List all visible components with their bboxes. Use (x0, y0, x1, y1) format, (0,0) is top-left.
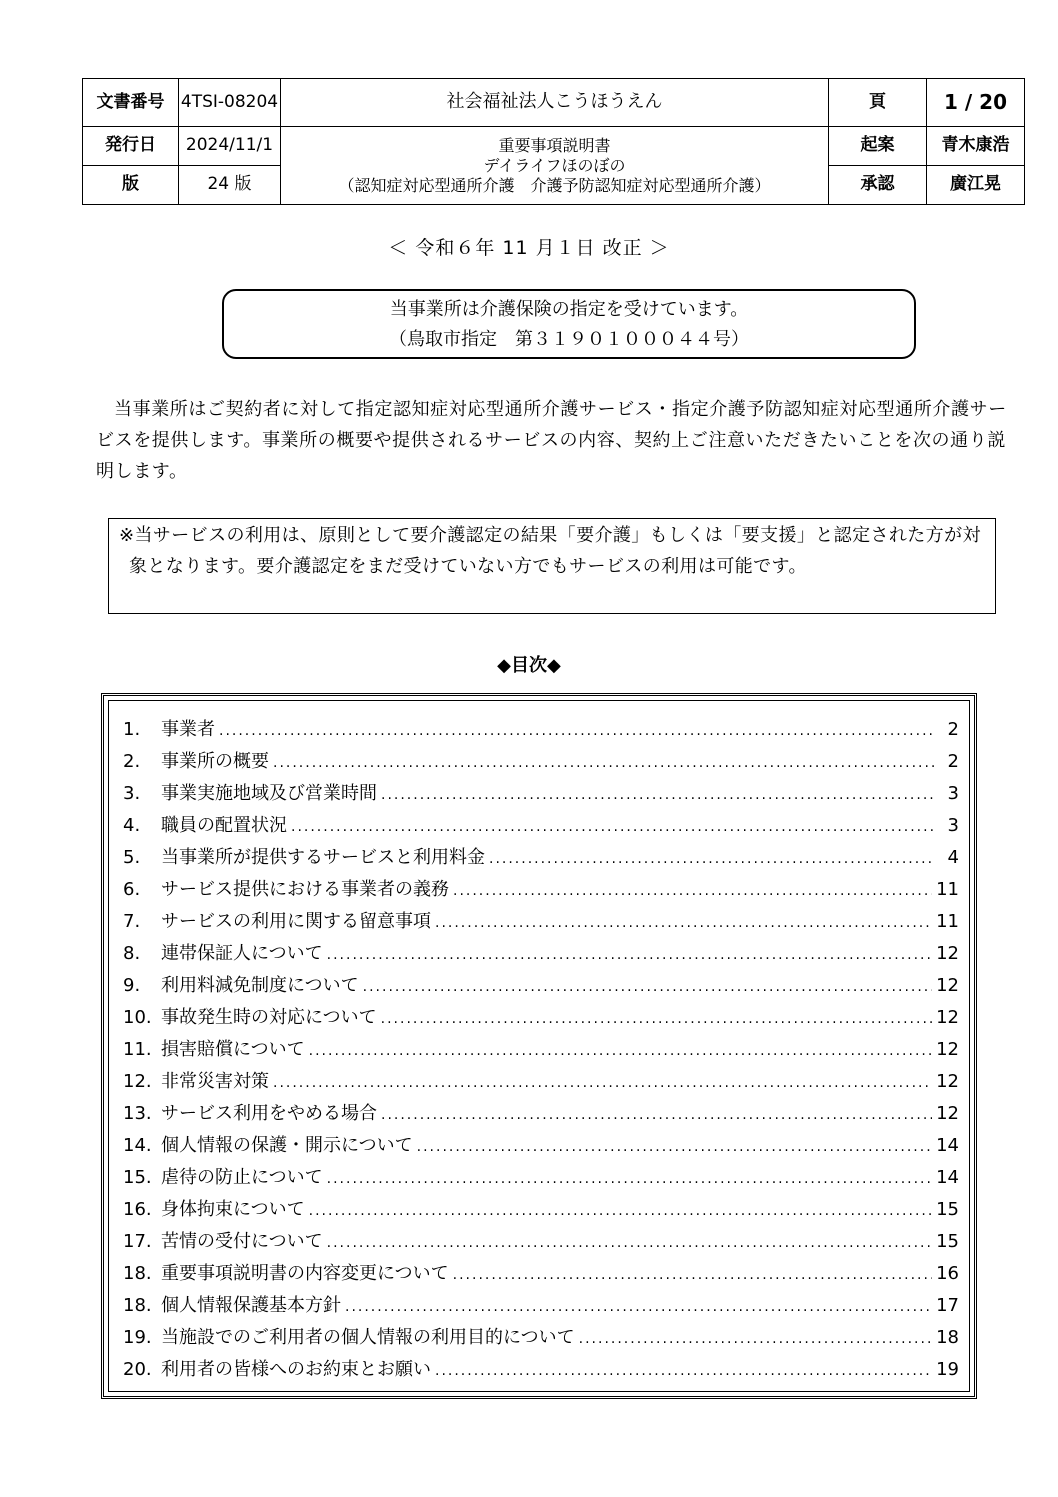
version-number: 24 版 (179, 166, 281, 205)
toc-item (123, 1035, 959, 1067)
toc-item (123, 1323, 959, 1355)
document-title-line3: （認知症対応型通所介護 介護予防認知症対応型通所介護） (338, 175, 771, 195)
toc-item (123, 907, 959, 939)
toc-item-page: 19 (936, 1359, 959, 1380)
designation-line2: （鳥取市指定 第３１９０１０００４４号） (389, 329, 749, 350)
doc-number-label: 文書番号 (83, 79, 179, 127)
toc-item-leader (219, 723, 935, 739)
toc-item-leader (273, 755, 935, 771)
toc-item-leader (417, 1139, 932, 1155)
page-label: 頁 (829, 79, 927, 127)
revision-date: ＜ 令和６年 11 月１日 改正 ＞ (388, 237, 670, 259)
toc-item-label: 事業者 (161, 719, 215, 740)
toc-item-leader (453, 1267, 932, 1283)
toc-list (123, 715, 959, 1387)
toc-item-leader (363, 979, 932, 995)
toc-item-leader (327, 947, 932, 963)
toc-item (123, 1099, 959, 1131)
toc-item-label: 損害賠償について (161, 1039, 305, 1060)
toc-item (123, 875, 959, 907)
toc-item-number: 3. (123, 783, 141, 804)
version-label: 版 (83, 166, 179, 205)
toc-item-number: 20. (123, 1359, 152, 1380)
toc-item-label: 当施設でのご利用者の個人情報の利用目的について (161, 1327, 575, 1348)
toc-item-leader (327, 1171, 932, 1187)
toc-item-page: 12 (936, 1071, 959, 1092)
toc-item-page: 12 (936, 1103, 959, 1124)
toc-item (123, 939, 959, 971)
toc-item-page: 2 (947, 719, 959, 740)
toc-item-page: 14 (936, 1167, 959, 1188)
document-title-line2: デイライフほのぼの (483, 155, 626, 175)
toc-item-page: 14 (936, 1135, 959, 1156)
toc-item-page: 18 (936, 1327, 959, 1348)
toc-item-label: 利用料減免制度について (161, 975, 359, 996)
toc-item-leader (273, 1075, 932, 1091)
toc-item-label: 個人情報の保護・開示について (161, 1135, 413, 1156)
organization-name: 社会福祉法人こうほうえん (281, 79, 829, 127)
toc-item-label: 職員の配置状況 (161, 815, 287, 836)
toc-item (123, 747, 959, 779)
toc-item (123, 1195, 959, 1227)
doc-number: 4TSI-08204 (179, 79, 281, 127)
toc-item-leader (381, 787, 935, 803)
toc-item (123, 971, 959, 1003)
toc-item-leader (489, 851, 935, 867)
toc-item-number: 8. (123, 943, 141, 964)
toc-item-label: サービスの利用に関する留意事項 (161, 911, 431, 932)
toc-item-number: 11. (123, 1039, 152, 1060)
toc-item (123, 1003, 959, 1035)
toc-item (123, 1163, 959, 1195)
toc-item (123, 779, 959, 811)
toc-item-number: 9. (123, 975, 141, 996)
toc-item-page: 11 (936, 879, 959, 900)
toc-item-leader (291, 819, 935, 835)
toc-item-label: 苦情の受付について (161, 1231, 323, 1252)
approver-label: 承認 (829, 166, 927, 205)
toc-item-label: 事業実施地域及び営業時間 (161, 783, 377, 804)
toc-item-label: 個人情報保護基本方針 (161, 1295, 341, 1316)
toc-item-label: 非常災害対策 (161, 1071, 269, 1092)
designation-line1: 当事業所は介護保険の指定を受けています。 (389, 299, 749, 320)
issue-date-label: 発行日 (83, 127, 179, 166)
toc-item-page: 12 (936, 1007, 959, 1028)
toc-item-number: 4. (123, 815, 141, 836)
toc-item-leader (345, 1299, 932, 1315)
intro-paragraph: 当事業所はご契約者に対して指定認知症対応型通所介護サービス・指定介護予防認知症対応型通所介護サービスを提供します。事業所の概要や提供されるサービスの内容、契約上ご注意いただきたいことを次の通り説明します。 (96, 399, 1007, 482)
toc-item-leader (579, 1331, 932, 1347)
page-number: 1 / 20 (927, 79, 1025, 127)
toc-item-number: 19. (123, 1327, 152, 1348)
toc-item-number: 12. (123, 1071, 152, 1092)
toc-item-number: 18. (123, 1263, 152, 1284)
toc-item-page: 17 (936, 1295, 959, 1316)
toc-item-label: 当事業所が提供するサービスと利用料金 (161, 847, 485, 868)
toc-item-number: 13. (123, 1103, 152, 1124)
notice-box: ※当サービスの利用は、原則として要介護認定の結果「要介護」もしくは「要支援」と認定された方が対象となります。要介護認定をまだ受けていない方でもサービスの利用は可能です。 (108, 518, 996, 614)
toc-item-leader (381, 1011, 932, 1027)
toc-item (123, 715, 959, 747)
toc-item (123, 843, 959, 875)
toc-item-label: サービス利用をやめる場合 (161, 1103, 377, 1124)
toc-item-number: 17. (123, 1231, 152, 1252)
toc-item-leader (435, 1363, 932, 1379)
toc-item (123, 1227, 959, 1259)
toc-item-leader (453, 883, 932, 899)
document-header-table (82, 78, 1025, 205)
toc-item-number: 5. (123, 847, 141, 868)
toc-item-label: 事故発生時の対応について (161, 1007, 377, 1028)
toc-item-number: 10. (123, 1007, 152, 1028)
toc-item-leader (309, 1203, 932, 1219)
toc-item (123, 811, 959, 843)
toc-item-label: 連帯保証人について (161, 943, 323, 964)
approver-name: 廣江晃 (927, 166, 1025, 205)
toc-item-leader (435, 915, 932, 931)
toc-item-page: 15 (936, 1231, 959, 1252)
issue-date: 2024/11/1 (179, 127, 281, 166)
toc-item (123, 1355, 959, 1387)
toc-item-number: 1. (123, 719, 141, 740)
toc-item-number: 16. (123, 1199, 152, 1220)
toc-item-label: 利用者の皆様へのお約束とお願い (161, 1359, 431, 1380)
toc-item (123, 1291, 959, 1323)
toc-item-page: 11 (936, 911, 959, 932)
drafter-label: 起案 (829, 127, 927, 166)
toc-item-page: 12 (936, 975, 959, 996)
toc-item-label: サービス提供における事業者の義務 (161, 879, 449, 900)
toc-item-label: 身体拘束について (161, 1199, 305, 1220)
toc-item (123, 1131, 959, 1163)
toc-item-page: 2 (947, 751, 959, 772)
toc-item-number: 2. (123, 751, 141, 772)
toc-item-number: 6. (123, 879, 141, 900)
toc-item (123, 1067, 959, 1099)
toc-inner-border (108, 700, 970, 1392)
toc-item-label: 事業所の概要 (161, 751, 269, 772)
toc-item-leader (309, 1043, 932, 1059)
toc-heading: ◆目次◆ (497, 655, 561, 676)
toc-item (123, 1259, 959, 1291)
toc-item-leader (381, 1107, 932, 1123)
toc-item-leader (327, 1235, 932, 1251)
toc-item-page: 3 (947, 783, 959, 804)
designation-box (222, 289, 916, 359)
toc-item-number: 7. (123, 911, 141, 932)
toc-item-label: 重要事項説明書の内容変更について (161, 1263, 449, 1284)
document-title (281, 127, 829, 205)
drafter-name: 青木康浩 (927, 127, 1025, 166)
toc-item-page: 15 (936, 1199, 959, 1220)
toc-item-number: 15. (123, 1167, 152, 1188)
table-of-contents (101, 693, 977, 1399)
toc-item-page: 3 (947, 815, 959, 836)
toc-item-number: 14. (123, 1135, 152, 1156)
toc-item-page: 16 (936, 1263, 959, 1284)
toc-item-number: 18. (123, 1295, 152, 1316)
document-title-line1: 重要事項説明書 (498, 135, 611, 155)
toc-item-label: 虐待の防止について (161, 1167, 323, 1188)
toc-item-page: 4 (947, 847, 959, 868)
toc-item-page: 12 (936, 1039, 959, 1060)
toc-item-page: 12 (936, 943, 959, 964)
